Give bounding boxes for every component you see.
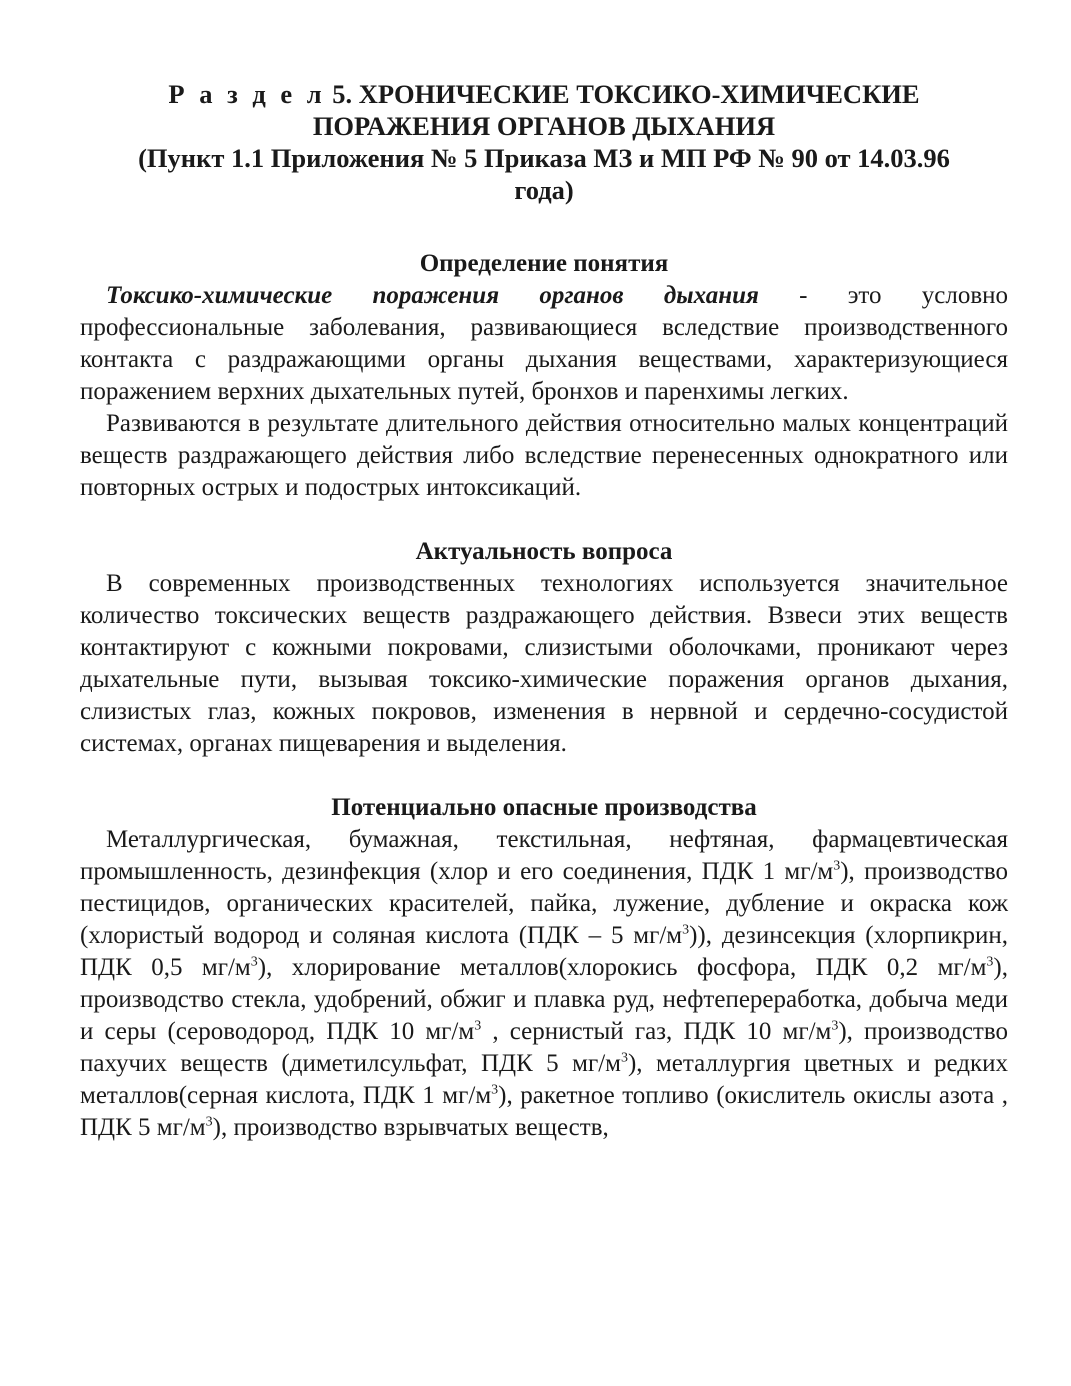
industries-text-1: Металлургическая, бумажная, текстильная, нефтяная, фармацевтическая промышленность, дезинфекция (хлор и его соединения, ПДК 1 мг/м (80, 826, 1008, 885)
section-label: Р а з д е л (168, 79, 326, 109)
industries-text-9: ), ракетное топливо (окислитель окислы азота , ПДК 5 мг/м (80, 1082, 1008, 1141)
definition-text: - это условно профессиональные заболевания, развивающиеся вследствие производственного контакта с раздражающими органы дыхания веществами, характеризующиеся поражением верхних дыхательных путей, бронхов и паренхимы легких. (80, 282, 1008, 405)
industries-text-8: ), металлургия цветных и редких металлов(серная кислота, ПДК 1 мг/м (80, 1050, 1008, 1109)
industries-heading: Потенциально опасные производства (331, 794, 757, 821)
definition-heading: Определение понятия (419, 250, 669, 277)
section-title-block (80, 78, 1008, 206)
industries-text-4: ), хлорирование металлов(хлорокись фосфора, ПДК 0,2 мг/м (257, 954, 987, 981)
industries-text-6: , сернистый газ, ПДК 10 мг/м (481, 1018, 832, 1045)
definition-term: Токсико-химические поражения органов дыхания (106, 282, 759, 309)
relevance-heading: Актуальность вопроса (415, 538, 673, 565)
unit-exponent: 3 (491, 1082, 499, 1098)
section-title-line2: ПОРАЖЕНИЯ ОРГАНОВ ДЫХАНИЯ (312, 111, 776, 141)
unit-exponent: 3 (986, 954, 994, 970)
unit-exponent: 3 (833, 858, 841, 874)
unit-exponent: 3 (205, 1114, 213, 1130)
section-title (80, 78, 1008, 110)
definition-paragraph (80, 280, 1008, 408)
document-page (80, 78, 1008, 1144)
industries-paragraph (80, 824, 1008, 1144)
unit-exponent: 3 (831, 1018, 839, 1034)
relevance-paragraph: В современных производственных технологиях используется значительное количество токсических веществ раздражающего действия. Взвеси этих веществ контактируют с кожными покровами, слизистыми оболочками, проникают через дыхательные пути, вызывая токсико-химические поражения органов дыхания, слизистых глаз, кожных покровов, изменения в нервной и сердечно-сосудистой системах, органах пищеварения и выделения. (80, 570, 1008, 757)
order-reference-line2: года) (514, 175, 574, 205)
industries-text-10: ), производство взрывчатых веществ, (212, 1114, 609, 1141)
unit-exponent: 3 (682, 922, 690, 938)
industries-text-5: ), производство стекла, удобрений, обжиг и плавка руд, нефтепереработка, добыча меди и серы (сероводород, ПДК 10 мг/м (80, 954, 1008, 1045)
industries-text-3: )), дезинсекция (хлорпикрин, ПДК 0,5 мг/м (80, 922, 1008, 981)
unit-exponent: 3 (474, 1018, 482, 1034)
industries-text-2: ), производство пестицидов, органических красителей, пайка, лужение, дубление и окраска кож (хлористый водород и соляная кислота (ПДК – 5 мг/м (80, 858, 1008, 949)
unit-exponent: 3 (250, 954, 258, 970)
section-title-line1: 5. ХРОНИЧЕСКИЕ ТОКСИКО-ХИМИЧЕСКИЕ (332, 79, 920, 109)
order-reference-line1: (Пункт 1.1 Приложения № 5 Приказа МЗ и МП РФ № 90 от 14.03.96 (138, 143, 950, 173)
development-paragraph: Развиваются в результате длительного действия относительно малых концентраций веществ раздражающего действия либо вследствие перенесенных однократного или повторных острых и подострых интоксикаций. (80, 410, 1008, 501)
unit-exponent: 3 (620, 1050, 628, 1066)
industries-text-7: ), производство пахучих веществ (диметилсульфат, ПДК 5 мг/м (80, 1018, 1008, 1077)
